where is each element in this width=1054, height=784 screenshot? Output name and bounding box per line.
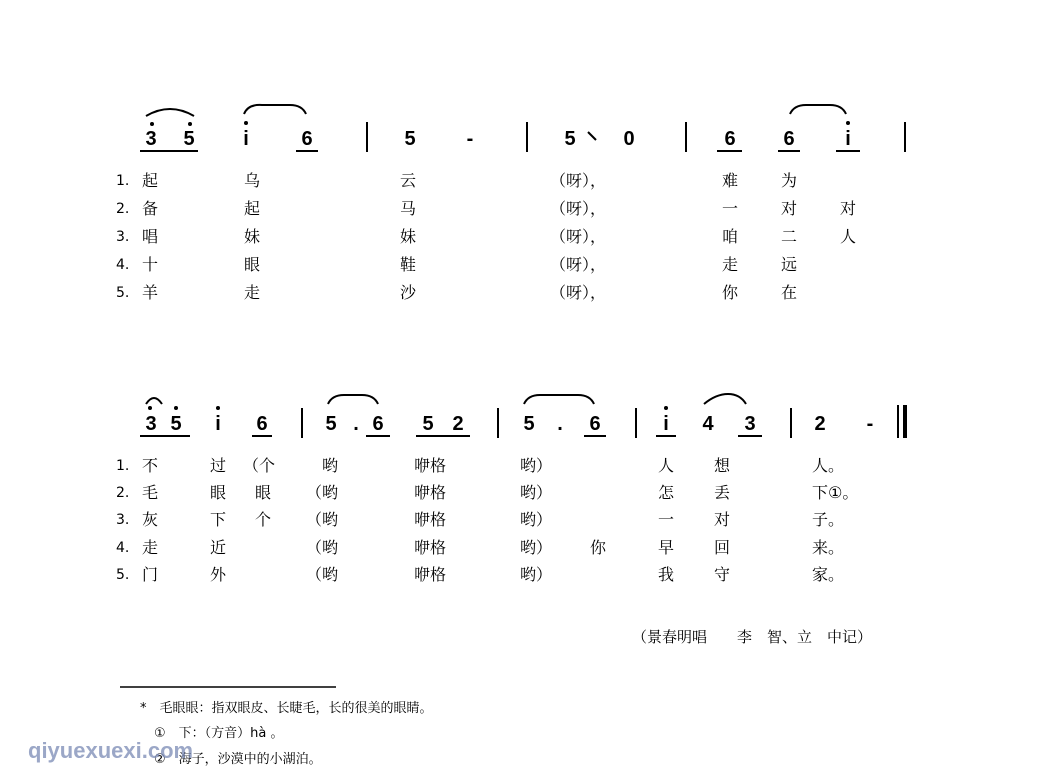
note: -	[466, 128, 474, 150]
note: -	[866, 413, 874, 435]
note: 0	[623, 128, 635, 150]
footnote-1: ① 下：（方音）hà 。	[154, 726, 284, 741]
note: i	[243, 128, 249, 150]
footnote-star: * 毛眼眼：指双眼皮、长睫毛，长的很美的眼睛。	[140, 701, 433, 716]
note: 6	[589, 413, 601, 435]
note: 6	[783, 128, 795, 150]
note: 5	[325, 413, 337, 435]
note: .	[557, 413, 563, 435]
note: 5	[183, 128, 195, 150]
note: i	[663, 413, 669, 435]
note: 5	[422, 413, 434, 435]
note: 4	[702, 413, 714, 435]
note: 3	[145, 128, 157, 150]
site-watermark: qiyuexuexi.com	[28, 738, 194, 763]
note: 3	[145, 413, 157, 435]
note: 6	[372, 413, 384, 435]
note: 5	[170, 413, 182, 435]
note: 2	[814, 413, 826, 435]
note: 5	[404, 128, 416, 150]
note: 2	[452, 413, 464, 435]
note: i	[845, 128, 851, 150]
note: 3	[744, 413, 756, 435]
note: 5	[523, 413, 535, 435]
note: i	[215, 413, 221, 435]
note: .	[353, 413, 359, 435]
footnote-2: ② 海子，沙漠中的小湖泊。	[154, 752, 322, 767]
note: 6	[256, 413, 268, 435]
note: 6	[301, 128, 313, 150]
note: 6	[724, 128, 736, 150]
note: 5	[564, 128, 576, 150]
credit-line: （景春明唱 李 智、立 中记）	[632, 628, 873, 646]
